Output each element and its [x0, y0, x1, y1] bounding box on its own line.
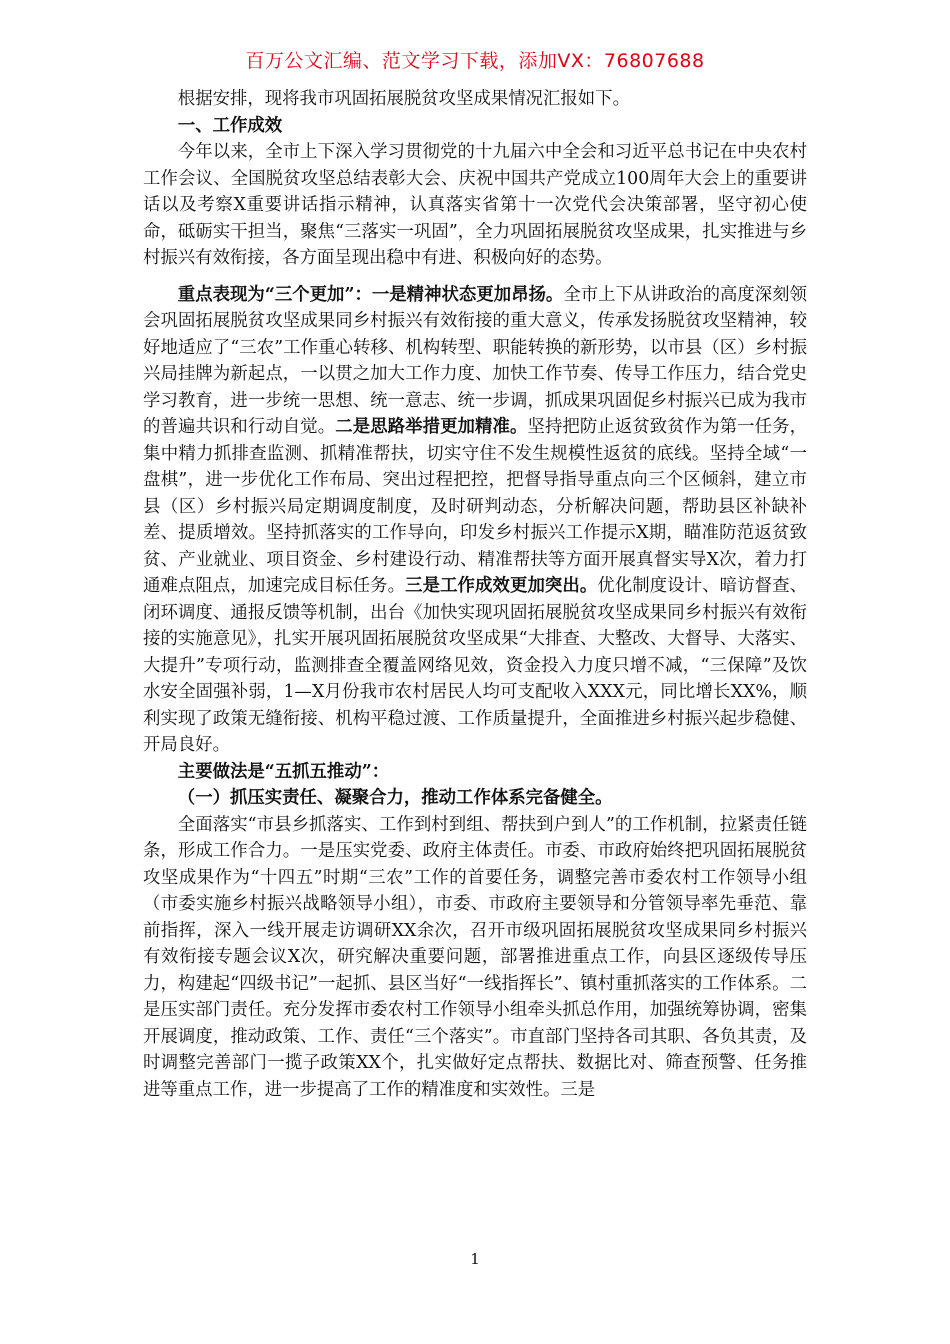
- bold-point-three: 三是工作成效更加突出。: [405, 576, 598, 596]
- subsection-heading-1: （一）抓压实责任、凝聚合力，推动工作体系完备健全。: [177, 788, 613, 808]
- paragraph-overview: 今年以来，全市上下深入学习贯彻党的十九届六中全会和习近平总书记在中央农村工作会议、全国脱贫攻坚总结表彰大会、庆祝中国共产党成立100周年大会上的重要讲话以及考察X重要讲话指示精神，认真落实省第十一次党代会决策部署，坚守初心使命，砥砺实干担当，聚焦“三落实一巩固”，全力巩固拓展脱贫攻坚成果，扎实推进与乡村振兴有效衔接，各方面呈现出稳中有进、积极向好的态势。: [143, 142, 807, 268]
- header-watermark-text: 百万公文汇编、范文学习下载，添加VX：76807688: [245, 50, 705, 72]
- paragraph-three-more: [143, 282, 807, 759]
- intro-paragraph: 根据安排，现将我市巩固拓展脱贫攻坚成果情况汇报如下。: [177, 89, 630, 109]
- paragraph-text: 优化制度设计、暗访督查、闭环调度、通报反馈等机制，出台《加快实现巩固拓展脱贫攻坚成果同乡村振兴有效衔接的实施意见》，扎实开展巩固拓展脱贫攻坚成果“大排查、大整改、大督导、大落实、大提升”专项行动，监测排查全覆盖网络见效，资金投入力度只增不减，“三保障”及饮水安全固强补弱，1—X月份我市农村居民人均可支配收入XXX元，同比增长XX%，顺利实现了政策无缝衔接、机构平稳过渡、工作质量提升，全面推进乡村振兴起步稳健、开局良好。: [143, 576, 807, 755]
- document-body: [143, 86, 807, 1103]
- bold-lead-text: 重点表现为“三个更加”：一是精神状态更加昂扬。: [177, 284, 564, 305]
- paragraph-text: 全市上下从讲政治的高度深刻领会巩固拓展脱贫攻坚成果同乡村振兴有效衔接的重大意义，传承发扬脱贫攻坚精神，较好地适应了“三农”工作重心转移、机构转型、职能转换的新形势，以市县（区）乡村振兴局挂牌为新起点，一以贯之加大工作力度、加快工作节奏、传导工作压力，结合党史学习教育，进一步统一思想、统一意志、统一步调，抓成果巩固促乡村振兴已成为我市的普遍共识和行动自觉。: [143, 284, 807, 437]
- main-practice-heading: 主要做法是“五抓五推动”：: [177, 761, 390, 782]
- section-heading-achievements: 一、工作成效: [177, 115, 283, 136]
- paragraph-responsibility: 全面落实“市县乡抓落实、工作到村到组、帮扶到户到人”的工作机制，拉紧责任链条，形成工作合力。一是压实党委、政府主体责任。市委、市政府始终把巩固拓展脱贫攻坚成果作为“十四五”时期“三农”工作的首要任务，调整完善市委农村工作领导小组（市委实施乡村振兴战略领导小组），市委、市政府主要领导和分管领导率先垂范、靠前指挥，深入一线开展走访调研XX余次，召开市级巩固拓展脱贫攻坚成果同乡村振兴有效衔接专题会议X次，研究解决重要问题，部署推进重点工作，向县区逐级传导压力，构建起“四级书记”一起抓、县区当好“一线指挥长”、镇村重抓落实的工作体系。二是压实部门责任。充分发挥市委农村工作领导小组牵头抓总作用，加强统筹协调，密集开展调度，推动政策、工作、责任“三个落实”。市直部门坚持各司其职、各负其责，及时调整完善部门一揽子政策XX个，扎实做好定点帮扶、数据比对、筛查预警、任务推进等重点工作，进一步提高了工作的精准度和实效性。三是: [143, 814, 807, 1100]
- bold-point-two: 二是思路举措更加精准。: [335, 417, 528, 437]
- paragraph-text: 坚持把防止返贫致贫作为第一任务，集中精力抓排查监测、抓精准帮扶，切实守住不发生规模性返贫的底线。坚持全域“一盘棋”，进一步优化工作布局、突出过程把控，把督导指导重点向三个区倾斜，建立市县（区）乡村振兴局定期调度制度，及时研判动态，分析解决问题，帮助县区补缺补差、提质增效。坚持抓落实的工作导向，印发乡村振兴工作提示X期，瞄准防范返贫致贫、产业就业、项目资金、乡村建设行动、精准帮扶等方面开展真督实导X次，着力打通难点阻点，加速完成目标任务。: [143, 417, 807, 596]
- page-number: 1: [470, 1250, 480, 1268]
